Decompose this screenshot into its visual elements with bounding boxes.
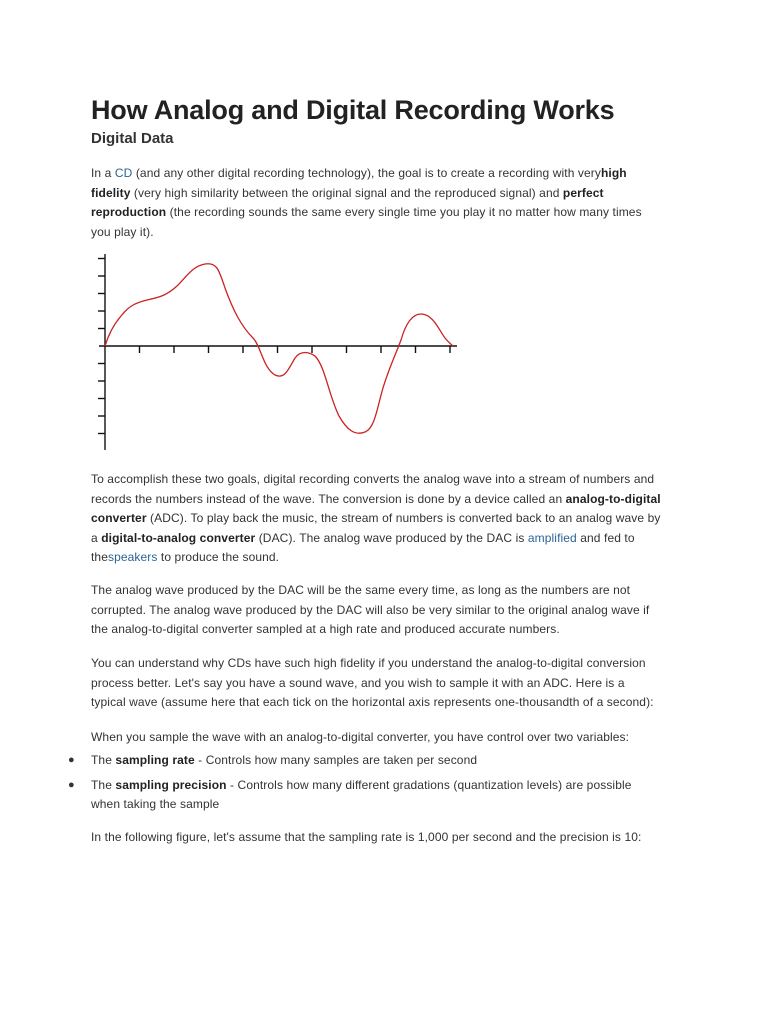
article xyxy=(68,92,661,844)
paragraph-variables: When you sample the wave with an analog-to-digital converter, you have control over two variables: xyxy=(91,730,630,744)
bold-term: high fidelity xyxy=(91,166,627,200)
bold-term: perfect reproduction xyxy=(91,185,604,219)
text-run: (and any other digital recording technology), the goal is to create a recording with very xyxy=(132,166,601,180)
list-item xyxy=(68,751,661,771)
intro-paragraph xyxy=(91,164,661,242)
analog-wave-figure xyxy=(95,248,475,463)
text-run: (very high similarity between the original signal and the reproduced signal) and xyxy=(130,185,563,200)
bullet-icon: ● xyxy=(68,754,75,766)
text-run: The xyxy=(91,777,116,792)
bold-term: sampling rate xyxy=(115,753,195,767)
text-run: To accomplish these two goals, digital recording converts the analog wave into a stream of numbers and records the numbers instead of the wave. The conversion is done by a device called an xyxy=(91,472,655,506)
axes xyxy=(98,254,457,450)
bold-term: digital-to-analog converter xyxy=(101,530,256,545)
paragraph-figure-intro: In the following figure, let's assume that the sampling rate is 1,000 per second and the precision is 10: xyxy=(91,830,642,844)
text-run: and fed to the xyxy=(91,530,635,564)
page-title: How Analog and Digital Recording Works xyxy=(91,95,615,125)
text-run: (ADC). To play back the music, the stream of numbers is converted back to an analog wave by a xyxy=(91,511,661,545)
text-run: to produce the sound. xyxy=(157,550,280,564)
bold-term: analog-to-digital converter xyxy=(91,491,661,525)
paragraph-fidelity: You can understand why CDs have such high fidelity if you understand the analog-to-digital conversion process better. Let's say you have a sound wave, and you wish to sample it with an ADC. Here is a typical wave (assume here that each tick on the horizontal axis represents one-thousandth of a second): xyxy=(91,656,654,709)
text-run: (the recording sounds the same every single time you play it no matter how many times you play it). xyxy=(91,205,642,239)
variables-list xyxy=(68,751,661,820)
wave-graph xyxy=(95,248,475,458)
bullet-icon: ● xyxy=(68,778,75,791)
paragraph-dac: The analog wave produced by the DAC will be the same every time, as long as the numbers are not corrupted. The analog wave produced by the DAC will also be very similar to the original analog wave if the analog-to-digital converter sampled at a high rate and produced accurate numbers. xyxy=(91,583,650,636)
text-run: (DAC). The analog wave produced by the DAC is xyxy=(255,530,528,545)
analog-wave-curve xyxy=(105,264,453,434)
amplified-link[interactable]: amplified xyxy=(527,530,577,545)
paragraph-adc xyxy=(91,470,661,568)
cd-link[interactable]: CD xyxy=(114,166,133,180)
section-heading: Digital Data xyxy=(91,130,174,147)
text-run: - Controls how many samples are taken per second xyxy=(194,753,478,767)
bold-term: sampling precision xyxy=(115,777,227,792)
list-item xyxy=(68,776,661,815)
text-run: In a xyxy=(91,166,115,180)
text-run: The xyxy=(91,753,116,767)
text-run: - Controls how many different gradations (quantization levels) are possible when taking the sample xyxy=(91,777,632,811)
speakers-link[interactable]: speakers xyxy=(107,550,158,564)
